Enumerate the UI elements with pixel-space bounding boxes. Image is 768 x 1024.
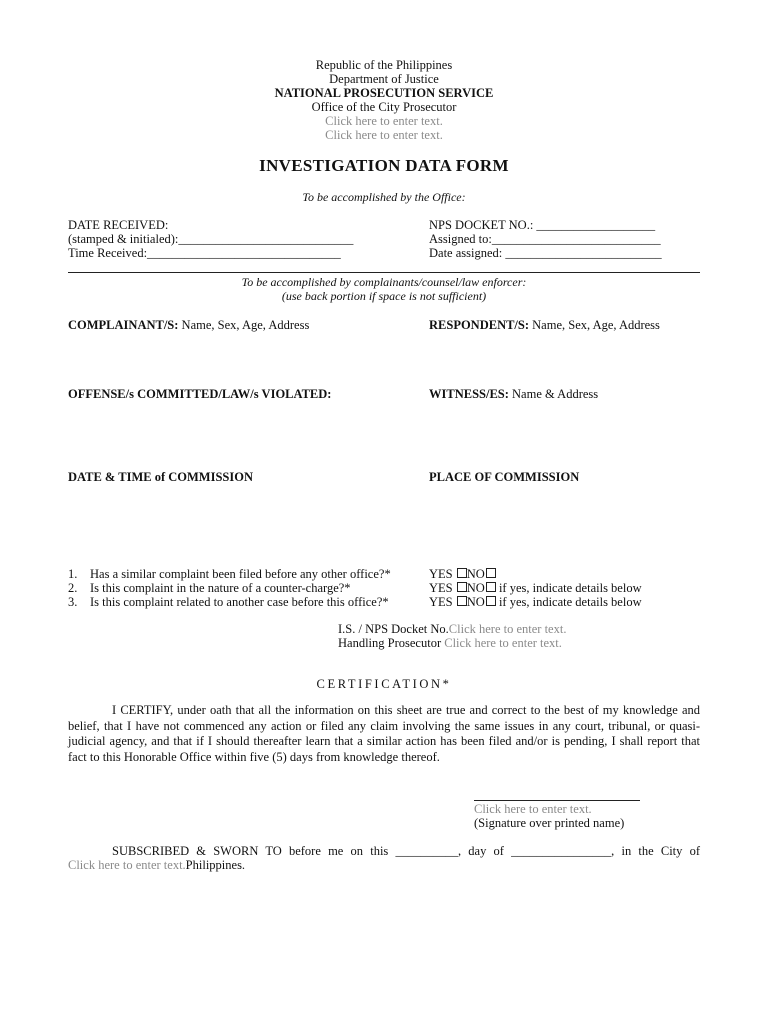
respondent-label: RESPONDENT/S: (429, 318, 530, 332)
republic-line: Republic of the Philippines (315, 58, 453, 72)
question-2-number: 2. (68, 581, 78, 595)
docket-label: I.S. / NPS Docket No. (338, 622, 449, 636)
no-checkbox[interactable] (486, 596, 496, 606)
docket-row (338, 622, 566, 637)
jurat-suffix: Philippines. (185, 858, 246, 872)
yes-label: YES (429, 581, 453, 595)
assigned-to-field[interactable]: Assigned to:___________________________ (429, 232, 661, 246)
yes-checkbox[interactable] (457, 582, 467, 592)
no-label: NO (466, 567, 485, 581)
date-assigned-field[interactable]: Date assigned: _________________________ (429, 246, 662, 260)
complainant-hint: Name, Sex, Age, Address (178, 318, 310, 332)
yes-label: YES (429, 567, 453, 581)
question-1-number: 1. (68, 567, 78, 581)
form-title: INVESTIGATION DATA FORM (259, 156, 509, 175)
complainant-note-line1: To be accomplished by complainants/counsel/law enforcer: (241, 275, 527, 289)
question-2-extra: if yes, indicate details below (495, 581, 642, 595)
question-1-answer (429, 567, 496, 582)
yes-checkbox[interactable] (457, 568, 467, 578)
question-3-text: Is this complaint related to another case before this office?* (90, 595, 389, 609)
office-placeholder-2[interactable]: Click here to enter text. (325, 128, 443, 142)
date-time-heading: DATE & TIME of COMMISSION (68, 470, 253, 484)
certification-heading: CERTIFICATION* (316, 677, 452, 691)
question-3-number: 3. (68, 595, 78, 609)
jurat-city-row (68, 858, 245, 873)
witness-label: WITNESS/ES: (429, 387, 509, 401)
question-3-extra: if yes, indicate details below (495, 595, 642, 609)
respondent-hint: Name, Sex, Age, Address (529, 318, 660, 332)
prosecutor-label: Handling Prosecutor (338, 636, 445, 650)
office-note: To be accomplished by the Office: (302, 190, 466, 204)
question-2-answer (429, 581, 642, 596)
section-divider (68, 272, 700, 273)
city-placeholder[interactable]: Click here to enter text. (68, 858, 186, 872)
prosecutor-placeholder[interactable]: Click here to enter text. (444, 636, 562, 650)
yes-checkbox[interactable] (457, 596, 467, 606)
signature-line (474, 800, 640, 801)
jurat-line: SUBSCRIBED & SWORN TO before me on this __________, day of ________________, in the City of (112, 844, 700, 858)
question-1-text: Has a similar complaint been filed before any other office?* (90, 567, 391, 581)
offense-heading: OFFENSE/s COMMITTED/LAW/s VIOLATED: (68, 387, 332, 401)
stamped-field[interactable]: (stamped & initialed):____________________________ (68, 232, 354, 246)
time-received-field[interactable]: Time Received:_______________________________ (68, 246, 341, 260)
no-label: NO (466, 595, 485, 609)
office-line: Office of the City Prosecutor (311, 100, 457, 114)
signature-caption: (Signature over printed name) (474, 816, 625, 830)
complainant-label: COMPLAINANT/S: (68, 318, 179, 332)
office-placeholder-1[interactable]: Click here to enter text. (325, 114, 443, 128)
no-checkbox[interactable] (486, 568, 496, 578)
no-label: NO (466, 581, 485, 595)
department-line: Department of Justice (329, 72, 439, 86)
nps-docket-field[interactable]: NPS DOCKET NO.: ___________________ (429, 218, 656, 232)
witness-heading (429, 387, 598, 402)
yes-label: YES (429, 595, 453, 609)
question-2-text: Is this complaint in the nature of a counter-charge?* (90, 581, 351, 595)
question-3-answer (429, 595, 642, 610)
complainant-note-line2: (use back portion if space is not sufficient) (281, 289, 487, 303)
signature-placeholder[interactable]: Click here to enter text. (474, 802, 592, 816)
date-received-label: DATE RECEIVED: (68, 218, 169, 232)
docket-placeholder[interactable]: Click here to enter text. (448, 622, 567, 636)
service-line: NATIONAL PROSECUTION SERVICE (274, 86, 494, 100)
place-heading: PLACE OF COMMISSION (429, 470, 580, 484)
complainant-heading (68, 318, 309, 333)
witness-hint: Name & Address (508, 387, 599, 401)
prosecutor-row (338, 636, 562, 651)
no-checkbox[interactable] (486, 582, 496, 592)
respondent-heading (429, 318, 660, 333)
certification-body: I CERTIFY, under oath that all the information on this sheet are true and correct to the best of my knowledge and belief, that I have not commenced any action or filed any claim involving the same issues in any court, tribunal, or quasi-judicial agency, and that if I should thereafter learn that a similar action has been filed and/or is pending, I shall report that fact to this Honorable Office within five (5) days from knowledge thereof. (68, 703, 700, 764)
